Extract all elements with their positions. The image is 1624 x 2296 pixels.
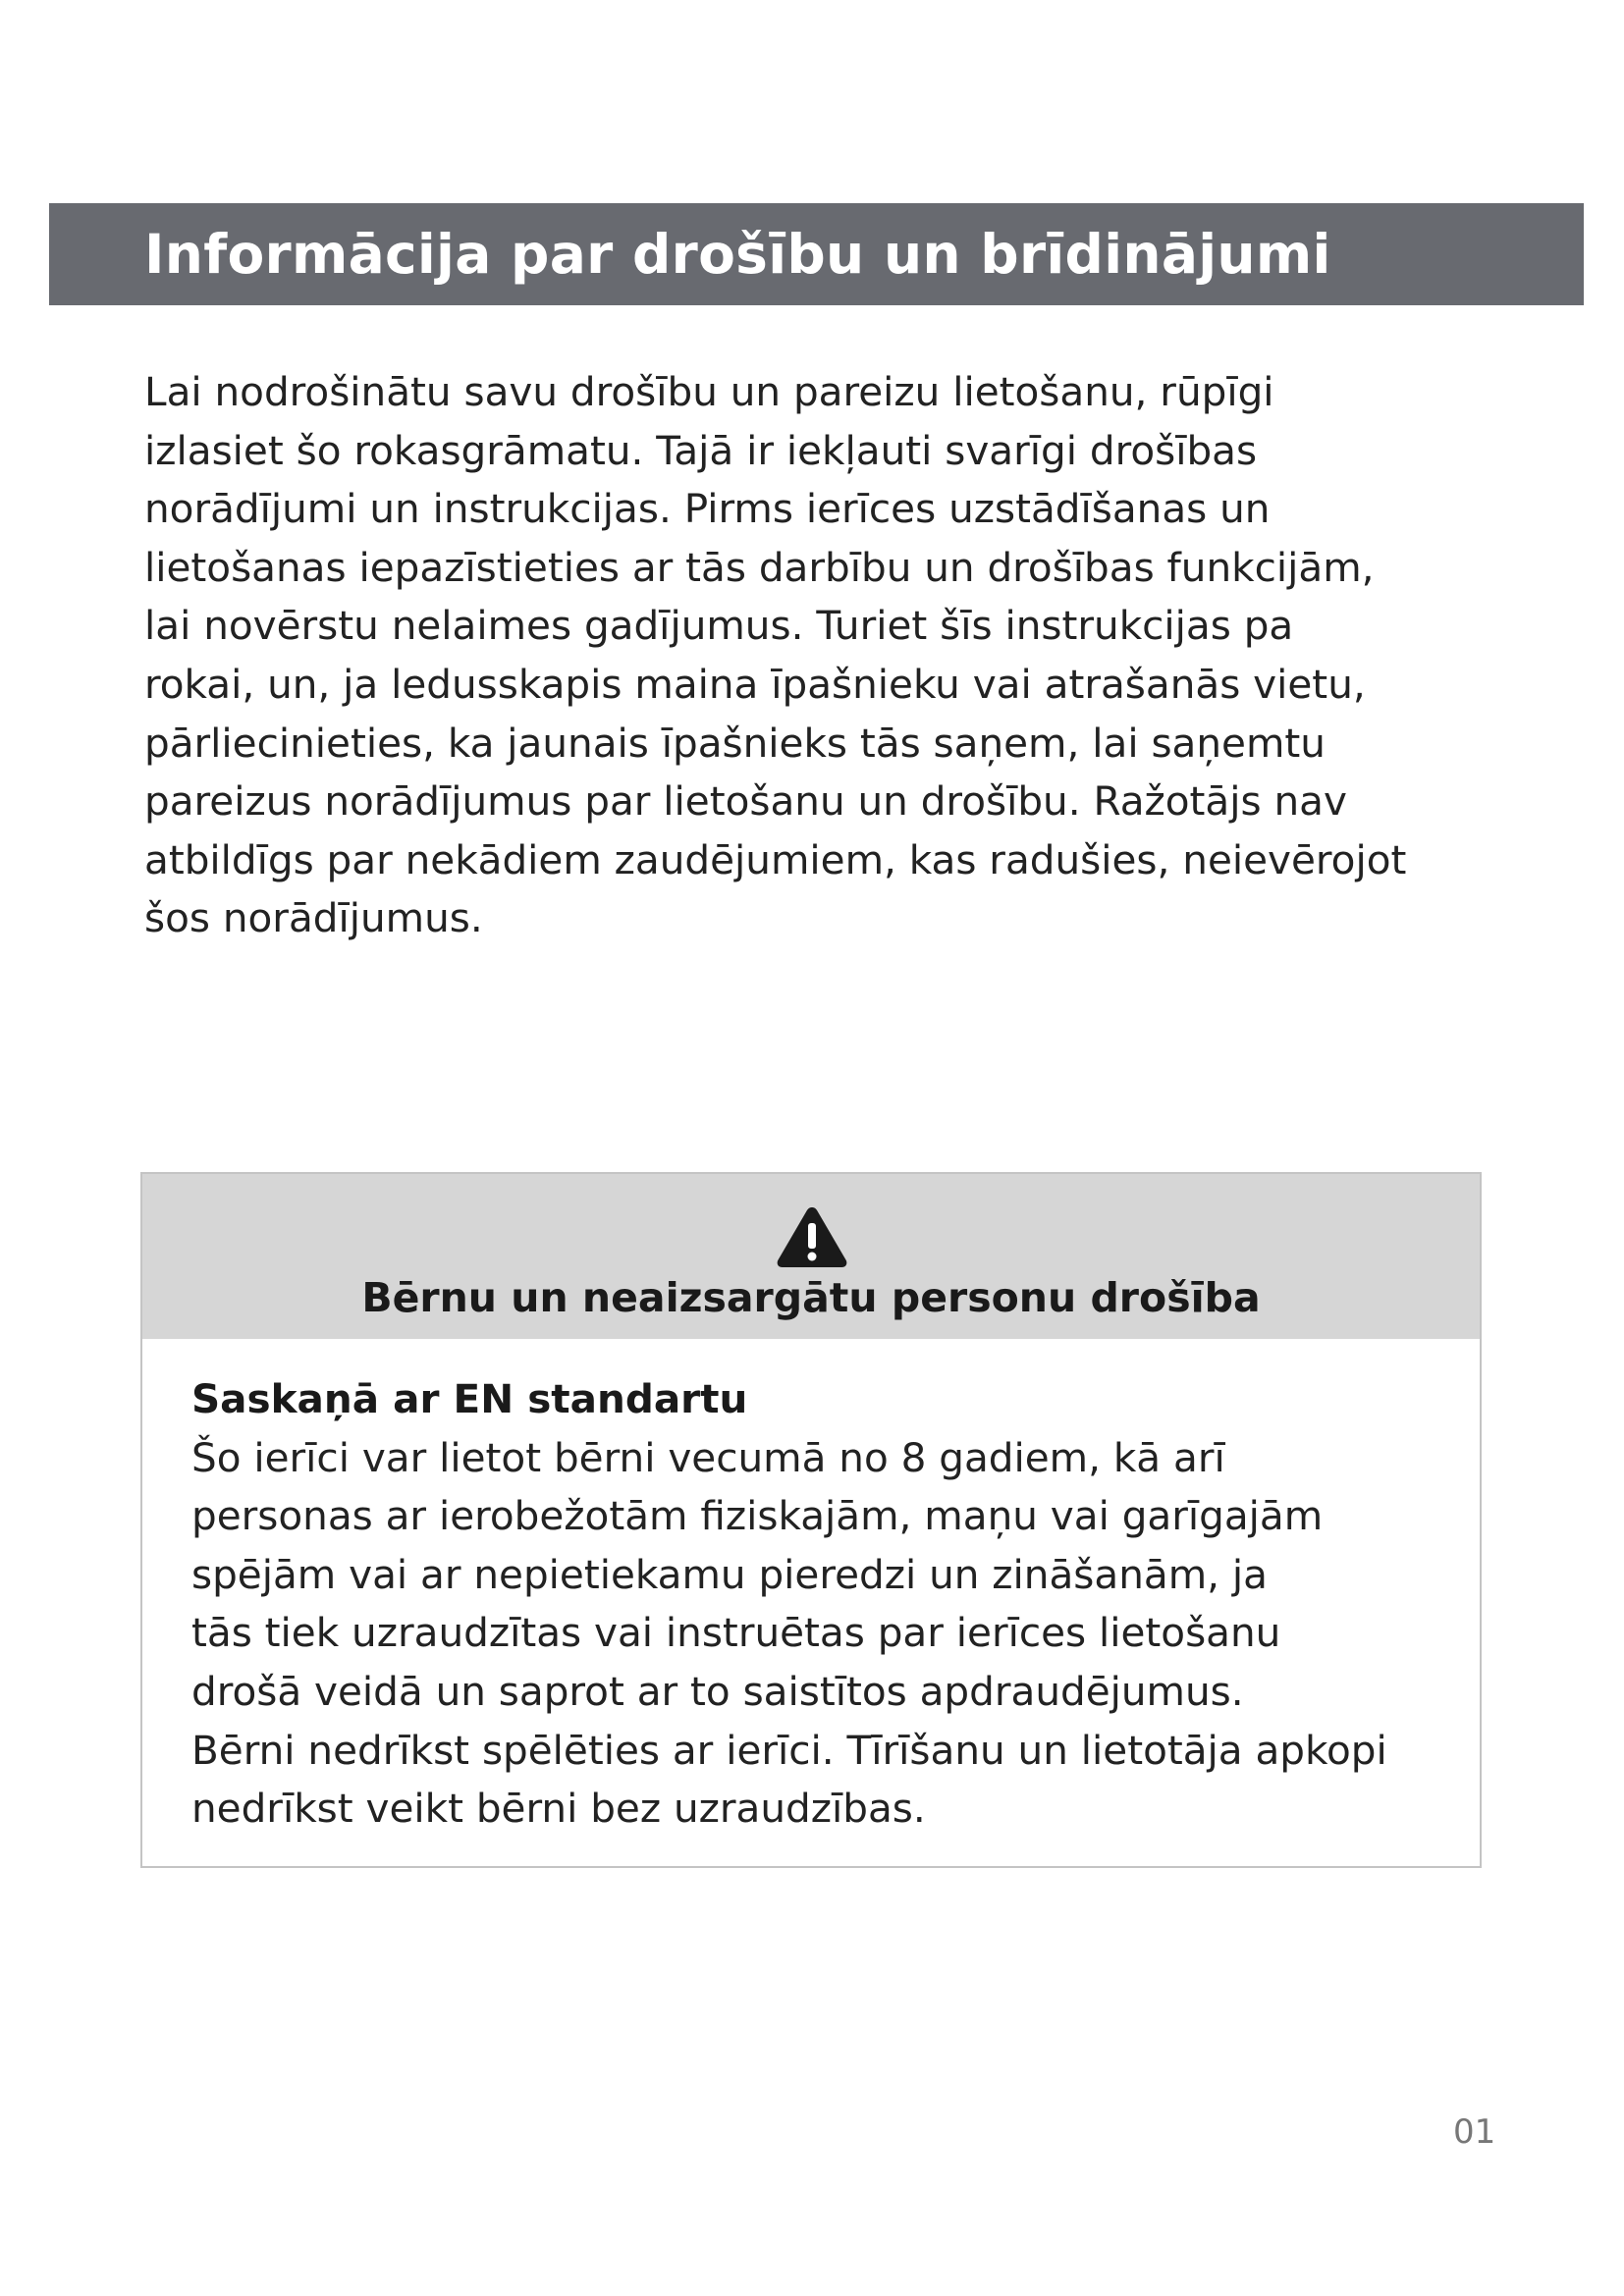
warning-line: spējām vai ar nepietiekamu pieredzi un zināšanām, ja — [191, 1550, 1268, 1598]
warning-line: nedrīkst veikt bērni bez uzraudzības. — [191, 1785, 926, 1833]
intro-line: pareizus norādījumus par lietošanu un drošību. Ražotājs nav — [144, 777, 1347, 826]
page-title: Informācija par drošību un brīdinājumi — [144, 223, 1331, 286]
warning-title: Bērnu un neaizsargātu personu drošība — [361, 1274, 1261, 1321]
intro-line: rokai, un, ja ledusskapis maina īpašnieku vai atrašanās vietu, — [144, 660, 1366, 708]
intro-line: izlasiet šo rokasgrāmatu. Tajā ir iekļauti svarīgi drošības — [144, 426, 1258, 474]
warning-text — [191, 1429, 1458, 1839]
warning-triangle-icon — [775, 1203, 849, 1270]
intro-line: norādījumi un instrukcijas. Pirms ierīces uzstādīšanas un — [144, 485, 1271, 533]
child-safety-warning-box — [140, 1172, 1482, 1868]
warning-subtitle: Saskaņā ar EN standartu — [191, 1375, 748, 1422]
warning-body — [191, 1370, 1458, 1839]
section-title-bar — [49, 203, 1584, 305]
intro-line: šos norādījumus. — [144, 894, 483, 942]
page-number: 01 — [1453, 2112, 1496, 2152]
warning-line: personas ar ierobežotām fiziskajām, maņu vai garīgajām — [191, 1492, 1324, 1540]
intro-line: pārliecinieties, ka jaunais īpašnieks tās saņem, lai saņemtu — [144, 719, 1326, 767]
warning-header — [142, 1174, 1480, 1339]
warning-line: Bērni nedrīkst spēlēties ar ierīci. Tīrīšanu un lietotāja apkopi — [191, 1726, 1387, 1774]
warning-line: drošā veidā un saprot ar to saistītos apdraudējumus. — [191, 1667, 1244, 1715]
intro-line: atbildīgs par nekādiem zaudējumiem, kas radušies, neievērojot — [144, 835, 1407, 883]
intro-line: lietošanas iepazīstieties ar tās darbību un drošības funkcijām, — [144, 543, 1375, 591]
warning-line: tās tiek uzraudzītas vai instruētas par ierīces lietošanu — [191, 1609, 1281, 1657]
intro-line: lai novērstu nelaimes gadījumus. Turiet šīs instrukcijas pa — [144, 602, 1294, 650]
warning-line: Šo ierīci var lietot bērni vecumā no 8 gadiem, kā arī — [191, 1433, 1225, 1481]
intro-line: Lai nodrošinātu savu drošību un pareizu lietošanu, rūpīgi — [144, 368, 1274, 415]
intro-paragraph — [144, 363, 1509, 948]
